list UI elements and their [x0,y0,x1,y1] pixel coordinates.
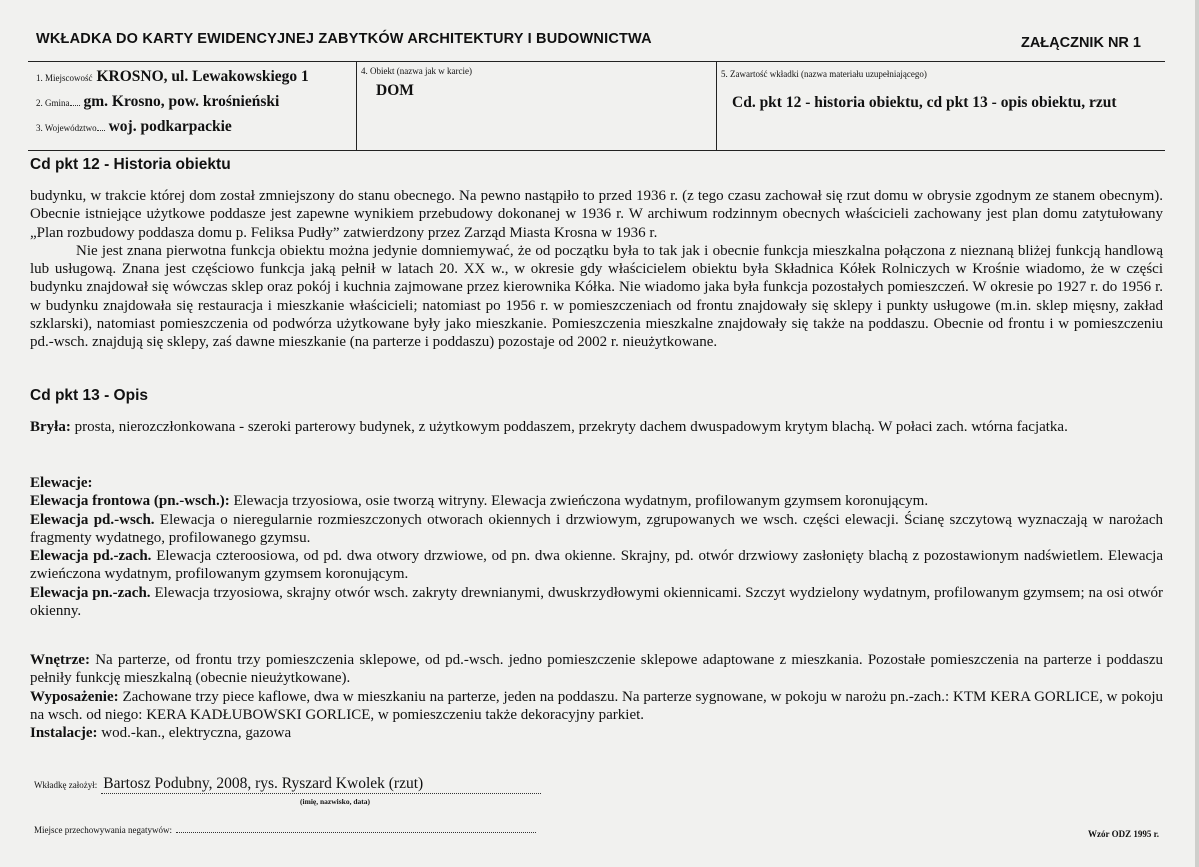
field-miejscowosc [36,68,309,86]
zawartosc-value: Cd. pkt 12 - historia obiektu, cd pkt 13 - opis obiektu, rzut [732,94,1117,111]
front-text: Elewacja trzyosiowa, osie tworzą witryny. Elewacja zwieńczona wydatnym, profilowanym gzymsem koronującym. [229,493,929,510]
column-divider [356,62,357,150]
wyposazenie-label: Wyposażenie: [30,688,119,705]
instalacje-text: wod.-kan., elektryczna, gazowa [97,725,292,742]
wnetrze-label: Wnętrze: [30,652,90,668]
section12-heading: Cd pkt 12 - Historia obiektu [30,156,231,173]
form-template-id: Wzór ODZ 1995 r. [1088,829,1159,839]
bryla-label: Bryła: [30,419,71,435]
instalacje-label: Instalacje: [30,725,98,742]
gmina-label: 2. Gmina [36,98,70,108]
zalozyl-hint: (imię, nazwisko, data) [300,797,370,806]
pdzach-text: Elewacja czteroosiowa, od pd. dwa otwory drzwiowe, od pn. dwa okienne. Skrajny, pd. otwór drzwiowy zasłonięty blachą z pozostawionym nadświetlem. Elewacja zwieńczona wydatnym, profilowanym gzymsem koronującym. [30,548,1163,583]
zalozyl-value: Bartosz Podubny, 2008, rys. Ryszard Kwolek (rzut) [101,775,541,794]
pnzach-label: Elewacja pn.-zach. [30,584,151,601]
section12-body [30,187,1163,352]
wojewodztwo-label: 3. Województwo [36,123,97,133]
obiekt-value: DOM [376,82,414,99]
wojewodztwo-value: woj. podkarpackie [108,118,232,135]
negatywy-label: Miejsce przechowywania negatywów: [34,825,172,835]
pdzach-label: Elewacja pd.-zach. [30,548,152,565]
pdwsch-label: Elewacja pd.-wsch. [30,511,155,528]
obiekt-label: 4. Obiekt (nazwa jak w karcie) [361,66,472,76]
section13-elewacje [30,474,1163,620]
miejscowosc-value: KROSNO, ul. Lewakowskiego 1 [96,68,309,85]
section13-bryla [30,418,1163,436]
attachment-number: ZAŁĄCZNIK NR 1 [1020,35,1141,51]
column-divider [716,62,717,150]
footer-negatywy [34,820,536,838]
section13-heading: Cd pkt 13 - Opis [30,387,148,404]
footer-zalozyl [34,775,541,794]
front-label: Elewacja frontowa (pn.-wsch.): [30,493,230,510]
section13-wnetrze [30,651,1163,742]
zalozyl-label: Wkładkę założył: [34,780,98,790]
form-title: WKŁADKA DO KARTY EWIDENCYJNEJ ZABYTKÓW ARCHITEKTURY I BUDOWNICTWA [36,31,652,47]
miejscowosc-label: 1. Miejscowość [36,73,93,83]
field-wojewodztwo [36,118,232,136]
gmina-value: gm. Krosno, pow. krośnieński [83,93,280,110]
section12-paragraph-2: Nie jest znana pierwotna funkcja obiektu można jedynie domniemywać, że od początku była to tak jak i obecnie funkcja mieszkalna połączona z nieznaną bliżej funkcją handlową lub usługową. Znana jest częściowo funkcja jaką pełnił w latach 20. XX w., w okresie gdy właścicielem obiektu była Składnica Kółek Rolniczych w Krośnie wiadomo, że w części budynku znajdował się wówczas sklep oraz pokój i kuchnia zajmowane przez kierownika Kółka. Nie wiadomo jaka była funkcja pozostałych pomieszczeń. W okresie po 1927 r. do 1956 r. w budynku znajdowała się restauracja i mieszkanie właścicieli; natomiast po 1956 r. w pomieszczeniach od frontu znajdowały się sklepy i punkty usługowe (m.in. sklep mięsny, zakład szklarski), natomiast pomieszczenia od podwórza użytkowane były jako mieszkanie. Pomieszczenia mieszkalne znajdowały się także na poddaszu. Obecnie od frontu i w pomieszczeniu pd.-wsch. znajdują się sklepy, zaś dawne mieszkanie (na parterze i poddaszu) pozostaje od 2002 r. nieużytkowane. [30,242,1163,351]
section12-paragraph-1: budynku, w trakcie której dom został zmniejszony do stanu obecnego. Na pewno nastąpiło to przed 1936 r. (z tego czasu zachował się rzut domu w obrysie zgodnym ze stanem obecnym). Obecnie istniejące użytkowe poddasze jest zapewne wynikiem przebudowy dokonanej w 1936 r. W archiwum rodzinnym obecnych właścicieli zachowany jest plan domu zatytułowany „Plan rozbudowy poddasza domu p. Feliksa Pudły” zatwierdzony przez Zarząd Miasta Krosna w 1936 r. [30,188,1163,241]
pdwsch-text: Elewacja o nieregularnie rozmieszczonych otworach okiennych i drzwiowym, zgrupowanych we wsch. części elewacji. Ścianę szczytową wyznaczają w narożach fragmenty wydatnego, profilowanego gzymsu. [30,511,1163,546]
scan-edge [1195,0,1199,867]
bryla-text: prosta, nierozczłonkowana - szeroki parterowy budynek, z użytkowym poddaszem, przekryty dachem dwuspadowym krytym blachą. W połaci zach. wtórna facjatka. [70,419,1068,435]
field-gmina [36,93,279,111]
negatywy-line [176,832,536,833]
zawartosc-label: 5. Zawartość wkładki (nazwa materiału uzupełniającego) [721,69,927,79]
pnzach-text: Elewacja trzyosiowa, skrajny otwór wsch. zakryty drewnianymi, dwuskrzydłowymi okiennicami. Szczyt wydzielony wydatnym, profilowanym gzymsem; na osi otwór okienny. [30,584,1163,620]
wnetrze-text: Na parterze, od frontu trzy pomieszczenia sklepowe, od pd.-wsch. jedno pomieszczenie sklepowe adaptowane z mieszkania. Pozostałe pomieszczenia na parterze i poddaszu pełniły funkcję mieszkalną (obecnie nieużytkowane). [30,652,1163,687]
wyposazenie-text: Zachowane trzy piece kaflowe, dwa w mieszkaniu na parterze, jeden na poddaszu. Na parterze sygnowane, w pokoju w narożu pn.-zach.: KTM KERA GORLICE, w pokoju na wsch. od niego: KERA KADŁUBOWSKI GORLICE, w pomieszczeniu także dekoracyjny parkiet. [30,688,1163,723]
elewacje-label: Elewacje: [30,475,93,491]
form-fields-box [28,61,1165,151]
